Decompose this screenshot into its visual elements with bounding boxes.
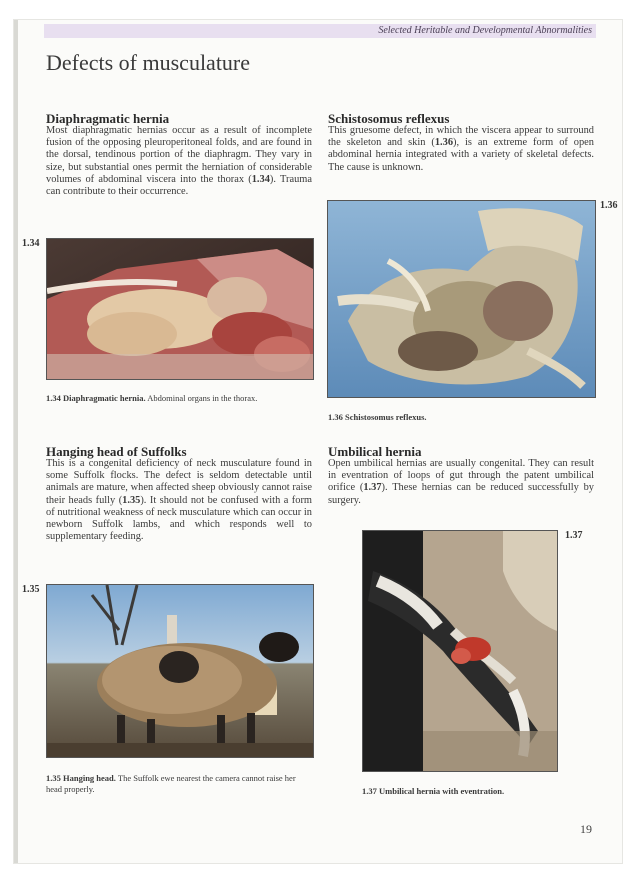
- figure-number-1-34: 1.34: [22, 238, 40, 249]
- figure-1-36-caption: 1.36 Schistosomus reflexus.: [328, 412, 427, 422]
- figure-1-37-photo: [362, 530, 558, 772]
- umbilical-hernia-heading: Umbilical hernia: [328, 444, 422, 459]
- figure-ref-1-37: 1.37: [363, 482, 382, 494]
- schistosomus-reflexus-image: [328, 201, 595, 397]
- umbilical-hernia-text: Open umbilical hernias are usually congenital. They can result in eventration of loops of gut through the patent umbilical orifice (1.37). These hernias can be reduced successfully by surgery.: [328, 458, 594, 506]
- figure-1-34-caption: 1.34 Diaphragmatic hernia. Abdominal organs in the thorax.: [46, 393, 258, 403]
- page-title: Defects of musculature: [46, 50, 251, 75]
- schistosomus-reflexus-text: This gruesome defect, in which the viscera appear to surround the skeleton and skin (1.36), is an extreme form of open abdominal hernia integrated with a variety of skeletal defects. The cause is unknown.: [328, 125, 594, 173]
- page-edge-rule: [14, 20, 18, 863]
- figure-1-35-caption: 1.35 Hanging head. The Suffolk ewe nearest the camera cannot raise her head properly.: [46, 773, 296, 794]
- figure-number-1-36: 1.36: [600, 200, 618, 211]
- figure-ref-1-34: 1.34: [251, 173, 270, 185]
- figure-number-1-37: 1.37: [565, 530, 583, 541]
- running-head: Selected Heritable and Developmental Abnormalities: [378, 25, 592, 36]
- hanging-head-text: This is a congenital deficiency of neck musculature found in some Suffolk flocks. The defect is seldom detectable until animals are mature, when affected sheep obviously cannot raise their heads fully (1.35). It should not be confused with a form of nutritional weakness of neck musculature which can occur in newborn Suffolk lambs, and which responds well to supplementary feeding.: [46, 458, 312, 543]
- figure-1-36-photo: [327, 200, 596, 398]
- diaphragmatic-hernia-image: [47, 239, 313, 379]
- hanging-head-heading: Hanging head of Suffolks: [46, 444, 187, 459]
- figure-ref-1-35: 1.35: [122, 494, 141, 506]
- figure-1-34-photo: [46, 238, 314, 380]
- diaphragmatic-hernia-text: Most diaphragmatic hernias occur as a result of incomplete fusion of the opposing pleuroperitoneal folds, and are found in the dorsal, tendinous portion of the diaphragm. They vary in size, but substantial ones permit the herniation of considerable volumes of abdominal viscera into the thorax (1.34). Trauma can contribute to their occurrence.: [46, 125, 312, 198]
- diaphragmatic-hernia-heading: Diaphragmatic hernia: [46, 111, 170, 126]
- figure-1-37-caption: 1.37 Umbilical hernia with eventration.: [362, 786, 505, 796]
- schistosomus-reflexus-heading: Schistosomus reflexus: [328, 111, 450, 126]
- umbilical-hernia-image: [363, 531, 557, 771]
- page-number: 19: [580, 822, 592, 836]
- figure-number-1-35: 1.35: [22, 584, 40, 595]
- suffolk-ewe-image: [47, 585, 313, 757]
- figure-1-35-photo: [46, 584, 314, 758]
- figure-ref-1-36: 1.36: [434, 137, 454, 149]
